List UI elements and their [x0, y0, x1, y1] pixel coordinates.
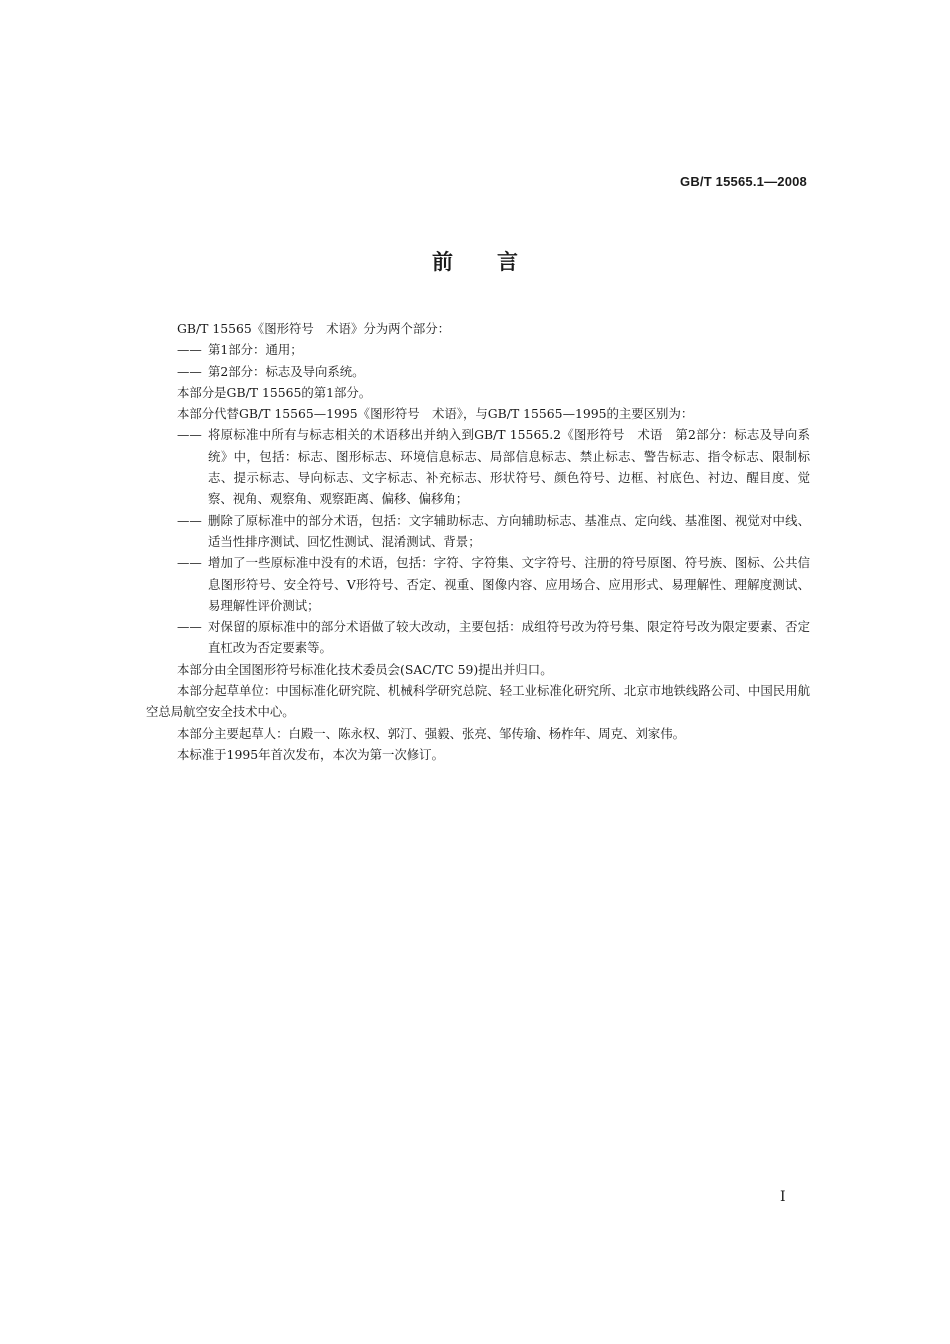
dash-marker: —— [177, 619, 202, 635]
page-number: I [780, 1189, 786, 1205]
list-item-text: 增加了一些原标准中没有的术语，包括：字符、字符集、文字符号、注册的符号原图、符号族、图标、公共信息图形符号、安全符号、V形符号、否定、视重、图像内容、应用场合、应用形式、易理解性、理解度测试、易理解性评价测试； [208, 555, 810, 613]
dash-marker: —— [177, 427, 202, 443]
document-code: GB/T 15565.1—2008 [680, 174, 807, 189]
list-item [146, 424, 810, 509]
dash-marker: —— [177, 512, 202, 528]
paragraph-parts-intro: GB/T 15565《图形符号 术语》分为两个部分： [177, 321, 451, 336]
dash-marker: —— [177, 363, 202, 379]
list-item [146, 552, 810, 616]
list-item-text: 第2部分：标志及导向系统。 [208, 363, 365, 379]
paragraph-part-statement: 本部分是GB/T 15565的第1部分。 [177, 384, 372, 400]
foreword-body [146, 318, 810, 765]
paragraph-drafting-units: 本部分起草单位：中国标准化研究院、机械科学研究总院、轻工业标准化研究所、北京市地铁线路公司、中国民用航空总局航空安全技术中心。 [146, 683, 810, 720]
paragraph-replacement: 本部分代替GB/T 15565—1995《图形符号 术语》，与GB/T 15565—1995的主要区别为： [177, 406, 694, 422]
list-item-text: 将原标准中所有与标志相关的术语移出并纳入到GB/T 15565.2《图形符号 术语 第2部分：标志及导向系统》中，包括：标志、图形标志、环境信息标志、局部信息标志、禁止标志、警告标志、指令标志、限制标志、提示标志、导向标志、文字标志、补充标志、形状符号、颜色符号、边框、衬底色、衬边、醒目度、觉察、视角、观察角、观察距离、偏移、偏移角； [208, 427, 810, 507]
list-item-text: 第1部分：通用； [208, 342, 303, 358]
list-item [146, 339, 810, 360]
paragraph-revision-history: 本标准于1995年首次发布，本次为第一次修订。 [177, 746, 444, 762]
dash-marker: —— [177, 555, 202, 571]
list-item [146, 616, 810, 659]
list-item [146, 510, 810, 553]
paragraph-proposer: 本部分由全国图形符号标准化技术委员会(SAC/TC 59)提出并归口。 [177, 661, 553, 677]
list-item [146, 361, 810, 382]
dash-marker: —— [177, 342, 202, 358]
list-item-text: 删除了原标准中的部分术语，包括：文字辅助标志、方向辅助标志、基准点、定向线、基准图、视觉对中线、适当性排序测试、回忆性测试、混淆测试、背景； [208, 512, 810, 549]
paragraph-drafters: 本部分主要起草人：白殿一、陈永权、郭汀、强毅、张亮、邹传瑜、杨柞年、周克、刘家伟。 [177, 725, 686, 741]
list-item-text: 对保留的原标准中的部分术语做了较大改动，主要包括：成组符号改为符号集、限定符号改为限定要素、否定直杠改为否定要素等。 [208, 619, 810, 656]
page-title: 前言 [432, 250, 562, 274]
